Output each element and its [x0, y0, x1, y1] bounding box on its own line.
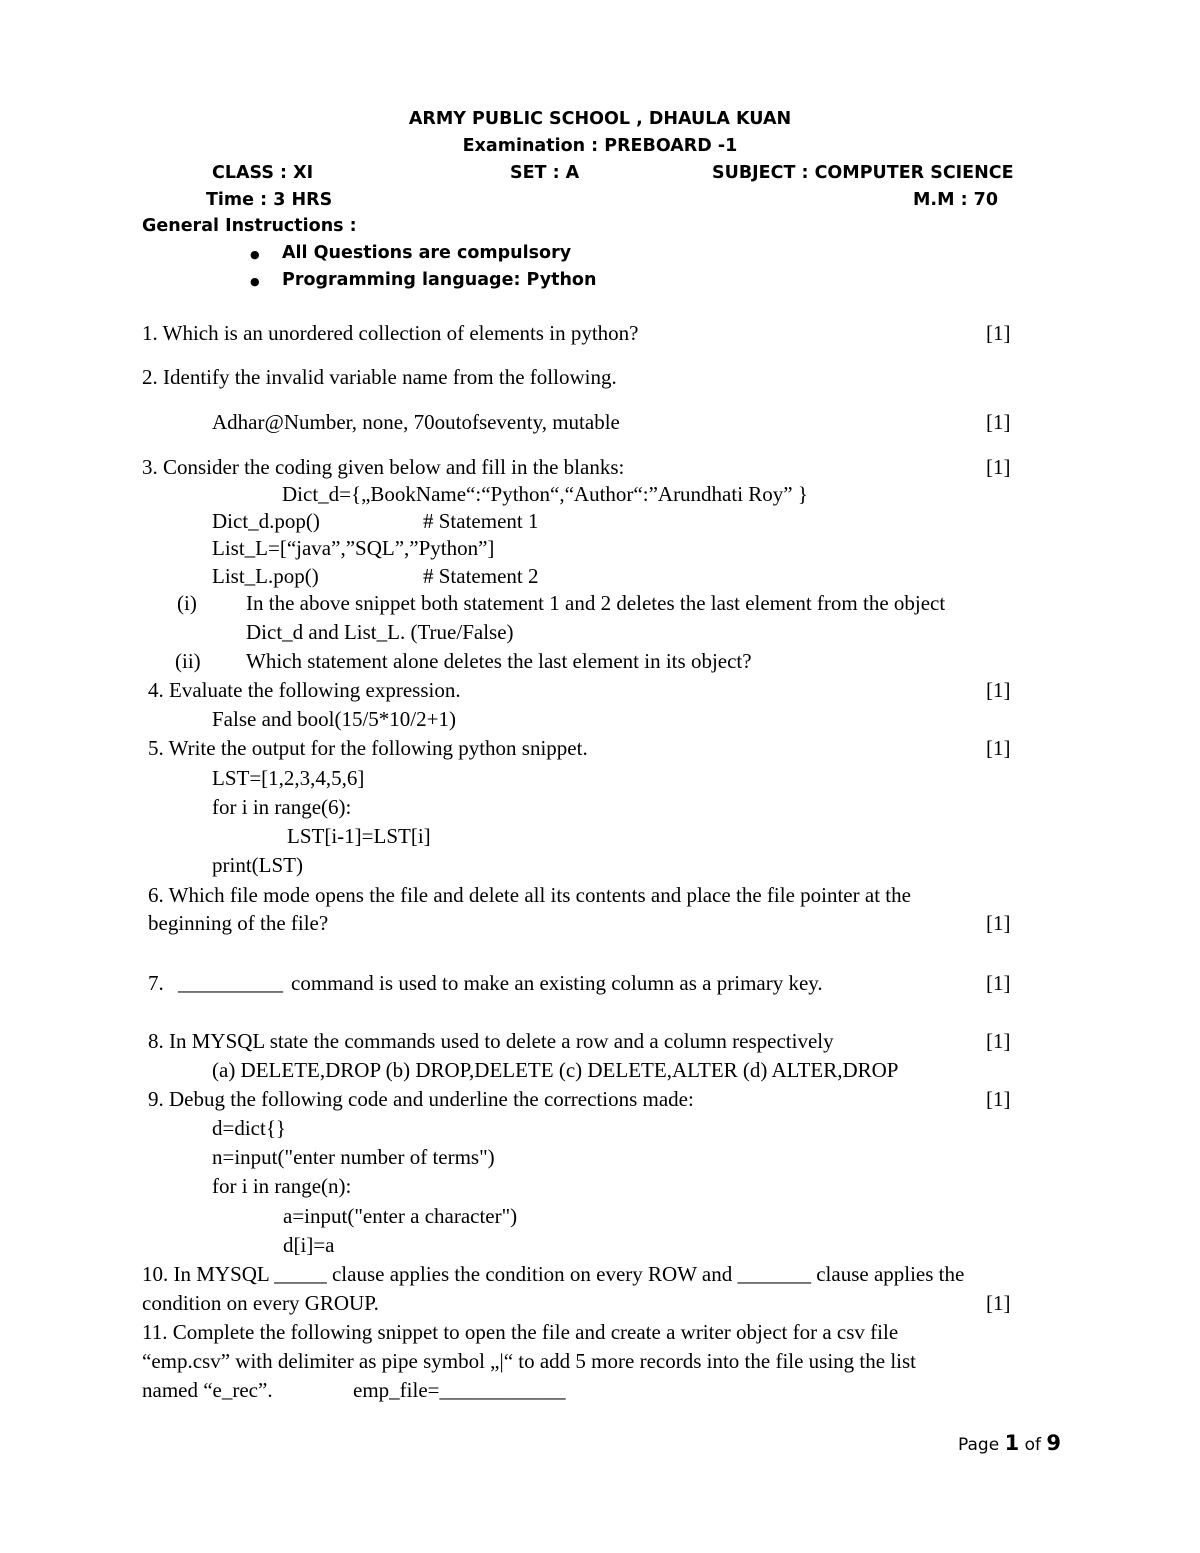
page-word: Page [958, 1435, 1000, 1455]
marks-q3: [1] [986, 455, 1011, 479]
class-label: CLASS : XI [212, 163, 314, 183]
instruction-item: All Questions are compulsory [282, 243, 572, 263]
sub-question-label: (ii) [175, 649, 201, 673]
marks-q8: [1] [986, 1029, 1011, 1053]
code-line: False and bool(15/5*10/2+1) [212, 707, 456, 731]
instruction-item: Programming language: Python [282, 270, 597, 290]
code-comment: # Statement 1 [423, 509, 539, 533]
marks-q7: [1] [986, 971, 1011, 995]
bullet-icon: ● [250, 275, 260, 288]
code-line: for i in range(6): [212, 795, 352, 819]
question-7-number: 7. [148, 971, 164, 995]
max-marks-label: M.M : 70 [913, 190, 999, 210]
sub-question-text: In the above snippet both statement 1 and 2 deletes the last element from the object [246, 591, 946, 615]
code-line: List_L.pop() [212, 564, 319, 588]
time-label: Time : 3 HRS [206, 190, 333, 210]
page-current: 1 [1004, 1431, 1020, 1455]
school-name: ARMY PUBLIC SCHOOL , DHAULA KUAN [408, 109, 792, 129]
marks-q4: [1] [986, 678, 1011, 702]
question-4: 4. Evaluate the following expression. [148, 678, 461, 702]
code-line: a=input("enter a character") [283, 1204, 518, 1228]
question-9: 9. Debug the following code and underline the corrections made: [148, 1087, 694, 1111]
question-6: 6. Which file mode opens the file and delete all its contents and place the file pointer at the [148, 883, 911, 907]
question-11: 11. Complete the following snippet to open the file and create a writer object for a csv file [142, 1320, 899, 1344]
marks-q5: [1] [986, 736, 1011, 760]
question-5: 5. Write the output for the following python snippet. [148, 736, 588, 760]
question-7-blank: __________ [178, 971, 283, 995]
sub-question-label: (i) [177, 591, 197, 615]
question-11-cont: named “e_rec”. [142, 1378, 273, 1402]
code-line: List_L=[“java”,”SQL”,”Python”] [212, 536, 495, 560]
set-label: SET : A [510, 163, 580, 183]
of-word: of [1024, 1435, 1041, 1455]
code-line: d=dict{} [212, 1116, 286, 1140]
question-8: 8. In MYSQL state the commands used to delete a row and a column respectively [148, 1029, 834, 1053]
code-line: for i in range(n): [212, 1174, 352, 1198]
code-line: LST[i-1]=LST[i] [287, 824, 431, 848]
subject-label: SUBJECT : COMPUTER SCIENCE [712, 163, 1014, 183]
bullet-icon: ● [250, 248, 260, 261]
marks-q10: [1] [986, 1291, 1011, 1315]
question-7: command is used to make an existing column as a primary key. [291, 971, 823, 995]
question-6-cont: beginning of the file? [148, 911, 329, 935]
code-comment: # Statement 2 [423, 564, 539, 588]
page-total: 9 [1046, 1431, 1062, 1455]
question-1: 1. Which is an unordered collection of elements in python? [142, 321, 639, 345]
sub-question-text: Which statement alone deletes the last element in its object? [246, 649, 752, 673]
question-3: 3. Consider the coding given below and fill in the blanks: [142, 455, 625, 479]
page-footer [958, 1431, 1061, 1455]
question-11-cont: “emp.csv” with delimiter as pipe symbol „|“ to add 5 more records into the file using the list [142, 1349, 917, 1373]
instructions-title: General Instructions : [142, 216, 357, 236]
marks-q1: [1] [986, 321, 1011, 345]
code-line: print(LST) [212, 853, 303, 877]
code-line: Dict_d.pop() [212, 509, 320, 533]
code-line: d[i]=a [283, 1233, 335, 1257]
question-10-cont: condition on every GROUP. [142, 1291, 379, 1315]
code-line: emp_file=____________ [353, 1378, 566, 1402]
code-line: LST=[1,2,3,4,5,6] [212, 766, 365, 790]
code-line: n=input("enter number of terms") [212, 1145, 495, 1169]
exam-title: Examination : PREBOARD -1 [462, 136, 738, 156]
question-10: 10. In MYSQL _____ clause applies the condition on every ROW and _______ clause applies the [142, 1262, 965, 1286]
question-2-options: Adhar@Number, none, 70outofseventy, mutable [212, 410, 620, 434]
marks-q2: [1] [986, 410, 1011, 434]
marks-q9: [1] [986, 1087, 1011, 1111]
sub-question-text: Dict_d and List_L. (True/False) [246, 620, 514, 644]
code-line: Dict_d={„BookName“:“Python“,“Author“:”Arundhati Roy” } [282, 482, 808, 506]
marks-q6: [1] [986, 911, 1011, 935]
question-2: 2. Identify the invalid variable name from the following. [142, 365, 617, 389]
question-8-options: (a) DELETE,DROP (b) DROP,DELETE (c) DELETE,ALTER (d) ALTER,DROP [212, 1058, 899, 1082]
